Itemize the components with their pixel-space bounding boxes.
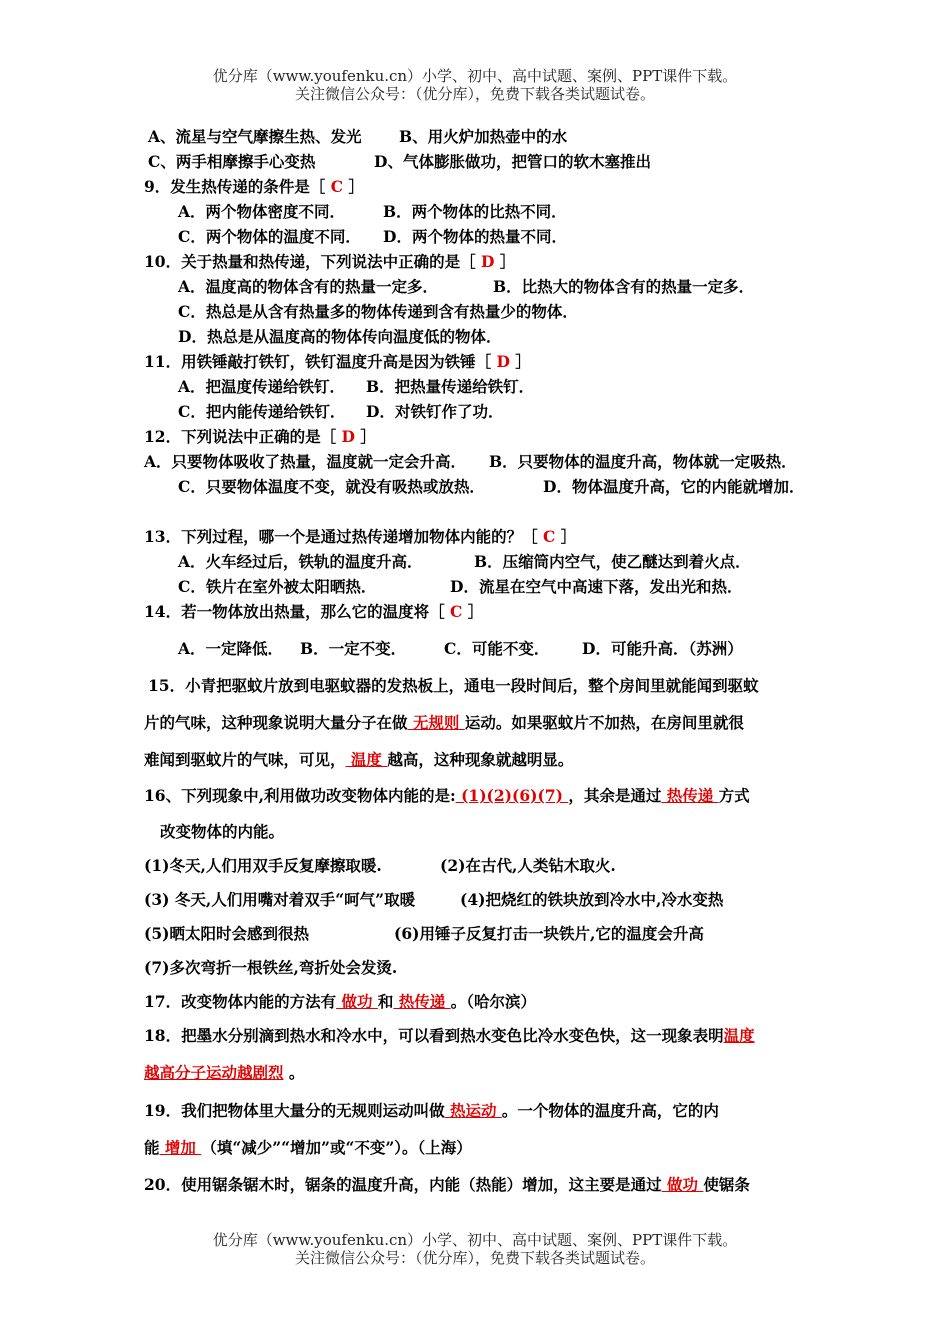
q18-answer1: 温度 [723, 1026, 755, 1045]
q16-item1: (1)冬天,人们用双手反复摩擦取暖. [144, 856, 382, 875]
q14-answer: C [449, 602, 463, 621]
q14-option-a: A．一定降低． [178, 639, 284, 658]
q19-b: 。一个物体的温度升高，它的内 [501, 1101, 719, 1120]
q9-option-b: B．两个物体的比热不同． [383, 202, 567, 221]
q9-answer: C [330, 177, 344, 196]
q12-option-b: B．只要物体的温度升高，物体就一定吸热． [489, 452, 797, 471]
q16-item2: (2)在古代,人类钻木取火. [440, 856, 616, 875]
q10-stem [144, 252, 515, 272]
q11-answer: D [496, 352, 510, 371]
q12-stem-text: 12．下列说法中正确的是［ [144, 427, 337, 446]
q20-b: 使锯条 [703, 1175, 750, 1194]
q17-a: 17．改变物体内能的方法有 [144, 992, 337, 1011]
q11-option-d: D．对铁钉作了功． [366, 402, 504, 421]
q18-line1 [144, 1026, 755, 1046]
q12-option-c: C．只要物体温度不变，就没有吸热或放热． [178, 477, 485, 496]
q8-option-c: C、两手相摩擦手心变热 [148, 152, 316, 171]
q20-answer1: 做功 [661, 1175, 704, 1194]
q11-option-b: B．把热量传递给铁钉． [366, 377, 535, 396]
q16-item4: (4)把烧红的铁块放到冷水中,冷水变热 [460, 890, 724, 909]
q11-stem-text: 11．用铁锤敲打铁钉，铁钉温度升高是因为铁锤［ [144, 352, 492, 371]
q16-item5: (5)晒太阳时会感到很热 [144, 924, 309, 943]
q15-answer1: 无规则 [407, 713, 465, 732]
q11-option-a: A．把温度传递给铁钉． [178, 377, 346, 396]
q18-line2 [144, 1063, 304, 1083]
q10-option-b: B．比热大的物体含有的热量一定多． [493, 277, 755, 296]
q15-line2-a: 片的气味，这种现象说明大量分子在做 [144, 713, 408, 732]
q10-close: ］ [499, 252, 516, 271]
q15-line3 [144, 750, 573, 770]
q13-option-a: A．火车经过后，铁轨的温度升高． [178, 552, 423, 571]
q14-close: ］ [467, 602, 484, 621]
q9-option-c: C．两个物体的温度不同． [178, 227, 361, 246]
q10-stem-text: 10．关于热量和热传递，下列说法中正确的是［ [144, 252, 476, 271]
q16-answer2: 热传递 [661, 786, 719, 805]
q16-item3: (3) 冬天,人们用嘴对着双手“呵气”取暖 [144, 890, 416, 909]
page-header-line1: 优分库（www.youfenku.cn）小学、初中、高中试题、案例、PPT课件下载。 [212, 67, 738, 85]
q20-a: 20．使用锯条锯木时，锯条的温度升高，内能（热能）增加，这主要是通过 [144, 1175, 662, 1194]
q9-stem [144, 177, 364, 197]
q17-line [144, 992, 536, 1012]
q9-option-a: A．两个物体密度不同． [178, 202, 346, 221]
q9-stem-text: 9．发生热传递的条件是［ [144, 177, 326, 196]
q19-answer2: 增加 [159, 1138, 202, 1157]
q16-item6: (6)用锤子反复打击一块铁片,它的温度会升高 [394, 924, 704, 943]
q11-stem [144, 352, 531, 372]
q9-close: ］ [348, 177, 364, 196]
q20-line1 [144, 1175, 750, 1195]
q13-option-d: D．流星在空气中高速下落，发出光和热． [450, 577, 743, 596]
q9-option-d: D．两个物体的热量不同． [383, 227, 567, 246]
q13-close: ］ [560, 527, 577, 546]
q19-c: 能 [144, 1138, 160, 1157]
q13-stem [144, 527, 576, 547]
q18-c: 。 [283, 1063, 305, 1082]
q11-option-c: C．把内能传递给铁钉． [178, 402, 346, 421]
q12-answer: D [341, 427, 355, 446]
page-header-line2: 关注微信公众号：（优分库），免费下载各类试题试卷。 [294, 85, 655, 103]
q12-option-a: A．只要物体吸收了热量，温度就一定会升高． [144, 452, 467, 471]
q16-line1-b: ，其余是通过 [568, 786, 662, 805]
q16-answer1: (1)(2)(6)(7) [455, 786, 569, 805]
q15-line3-a: 难闻到驱蚊片的气味，可见， [144, 750, 346, 769]
q14-stem [144, 602, 483, 622]
q13-option-b: B．压缩筒内空气，使乙醚达到着火点． [474, 552, 751, 571]
q14-option-b: B．一定不变． [300, 639, 407, 658]
q16-line1-a: 16、下列现象中,利用做功改变物体内能的是: [144, 786, 456, 805]
q15-line2-b: 运动。如果驱蚊片不加热，在房间里就很 [464, 713, 744, 732]
q16-line1-c: 方式 [718, 786, 750, 805]
q19-a: 19．我们把物体里大量分的无规则运动叫做 [144, 1101, 445, 1120]
q10-option-c: C．热总是从含有热量多的物体传递到含有热量少的物体． [178, 302, 578, 321]
q14-option-d: D．可能升高．（苏洲） [582, 639, 743, 658]
q10-option-d: D．热总是从温度高的物体传向温度低的物体． [178, 327, 502, 346]
q19-d: （填“减少”“增加”或“不变”）。（上海） [201, 1138, 472, 1157]
q17-c: 。（哈尔滨） [450, 992, 536, 1011]
q12-stem [144, 427, 376, 447]
q13-stem-text: 13．下列过程，哪一个是通过热传递增加物体内能的？［ [144, 527, 538, 546]
q19-answer1: 热运动 [444, 1101, 502, 1120]
q18-a: 18．把墨水分别滴到热水和冷水中，可以看到热水变色比冷水变色快，这一现象表明 [144, 1026, 724, 1045]
q12-close: ］ [360, 427, 376, 446]
q14-option-c: C．可能不变． [444, 639, 550, 658]
q13-answer: C [542, 527, 556, 546]
q17-answer1: 做功 [336, 992, 378, 1011]
q17-b: 和 [377, 992, 394, 1011]
q15-line2 [144, 713, 744, 733]
q15-line3-b: 越高，这种现象就越明显。 [387, 750, 574, 769]
q14-stem-text: 14．若一物体放出热量，那么它的温度将［ [144, 602, 445, 621]
q15-answer2: 温度 [345, 750, 388, 769]
page-footer-line2: 关注微信公众号：（优分库），免费下载各类试题试卷。 [294, 1249, 655, 1267]
q16-line1 [144, 786, 750, 806]
q19-line2 [144, 1138, 472, 1158]
q16-line2: 改变物体的内能。 [160, 822, 285, 841]
q15-line1: 15．小青把驱蚊片放到电驱蚊器的发热板上，通电一段时间后，整个房间里就能闻到驱蚊 [148, 676, 759, 695]
q16-item7: (7)多次弯折一根铁丝,弯折处会发烫. [144, 958, 398, 977]
page-footer-line1: 优分库（www.youfenku.cn）小学、初中、高中试题、案例、PPT课件下载。 [212, 1231, 738, 1249]
q19-line1 [144, 1101, 719, 1121]
q10-answer: D [480, 252, 495, 271]
q12-option-d: D．物体温度升高，它的内能就增加． [543, 477, 805, 496]
q18-answer2: 越高分子运动越剧烈 [144, 1063, 284, 1082]
q11-close: ］ [515, 352, 531, 371]
q17-answer2: 热传递 [393, 992, 451, 1011]
q8-option-a: A、流星与空气摩擦生热、发光 [148, 127, 362, 146]
q8-option-d: D、气体膨胀做功，把管口的软木塞推出 [374, 152, 651, 171]
q10-option-a: A．温度高的物体含有的热量一定多． [178, 277, 439, 296]
q8-option-b: B、用火炉加热壶中的水 [399, 127, 568, 146]
q13-option-c: C．铁片在室外被太阳晒热． [178, 577, 377, 596]
